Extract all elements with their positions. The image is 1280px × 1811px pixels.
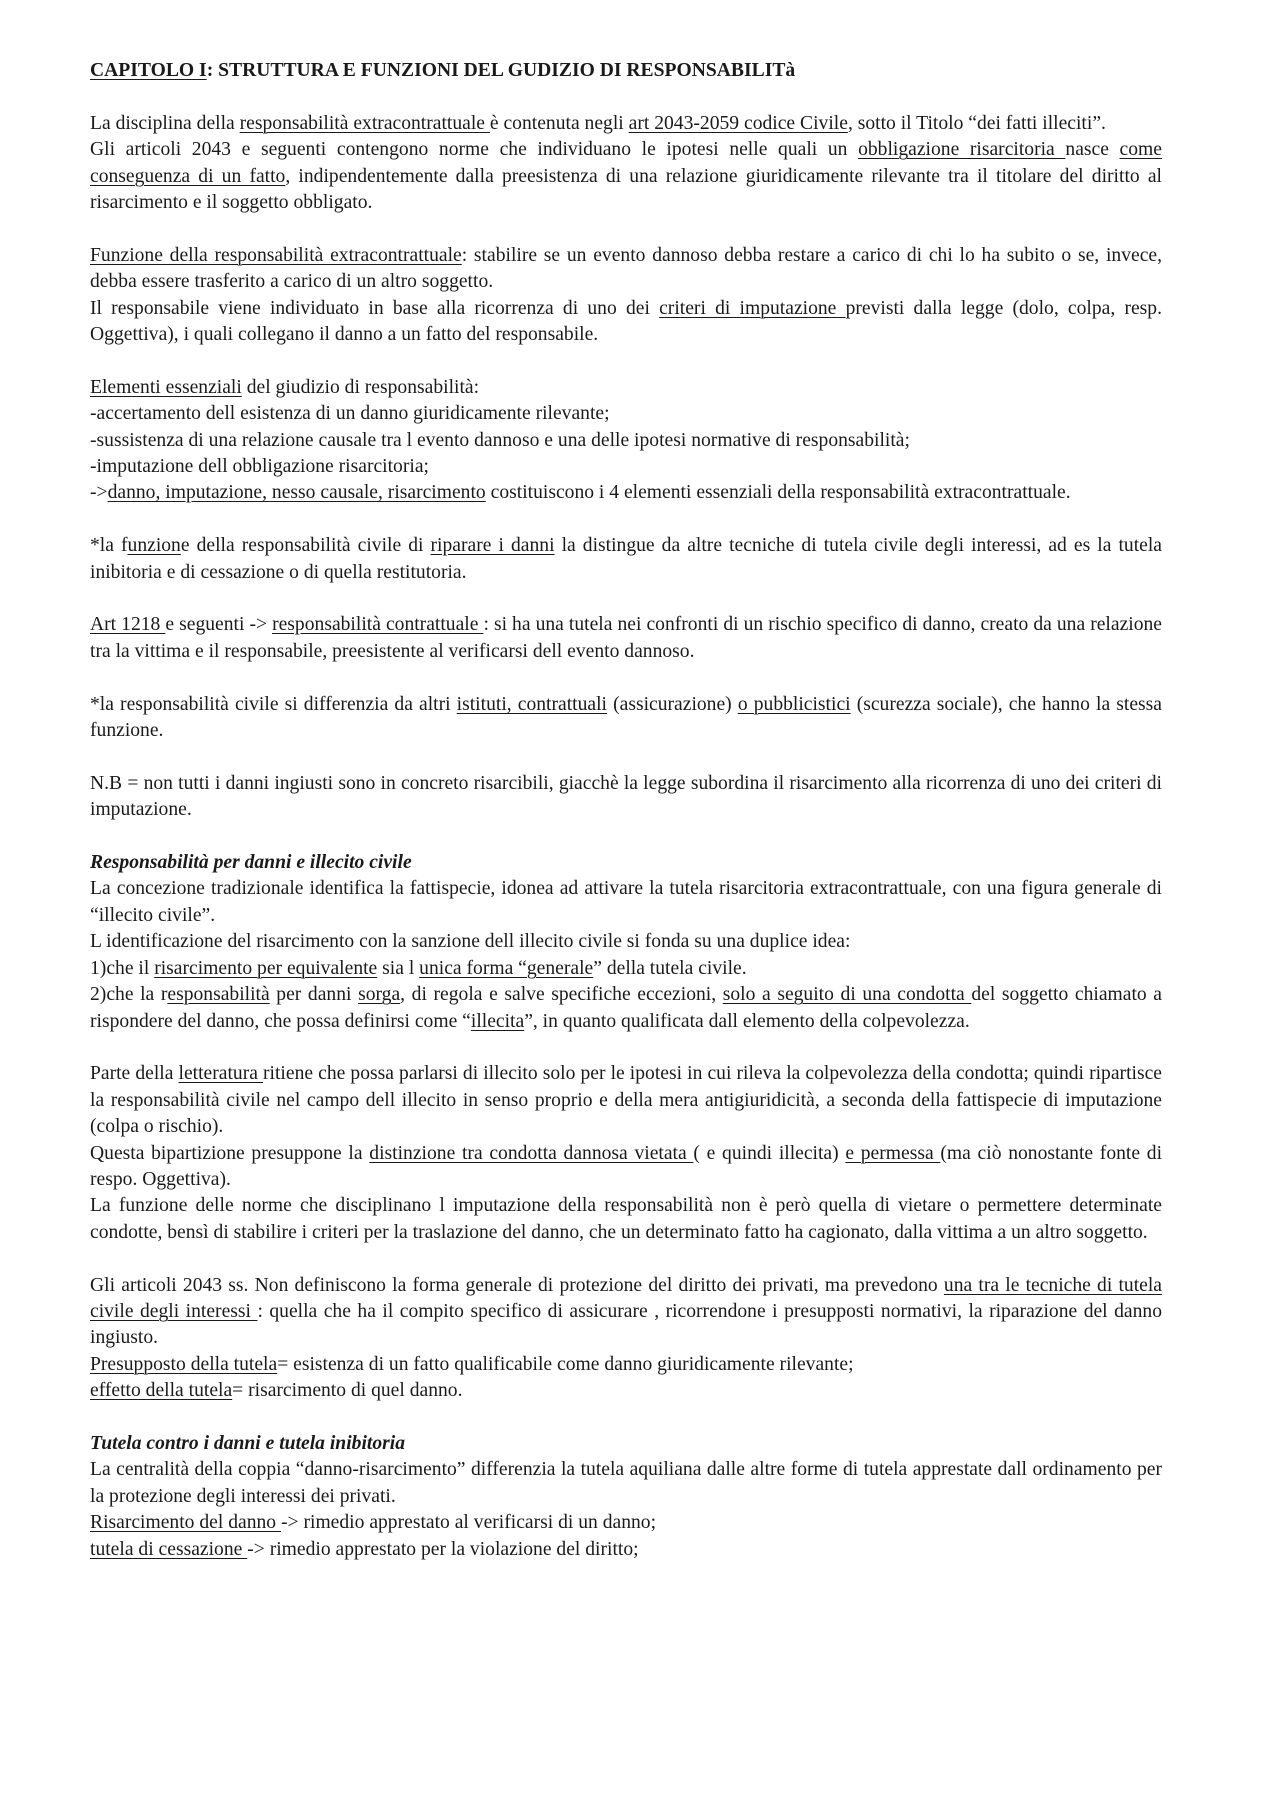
paragraph: *la funzione della responsabilità civile di riparare i danni la distingue da altre tecniche di tutela civile degli interessi, ad es la tutela inibitoria e di cessazione o di quella restitutoria. [90, 535, 1162, 583]
paragraph: Presupposto della tutela= esistenza di un fatto qualificabile come danno giuridicamente rilevante; [90, 1353, 854, 1375]
list-item: -accertamento dell esistenza di un danno giuridicamente rilevante; [90, 403, 610, 425]
paragraph: Parte della letteratura ritiene che possa parlarsi di illecito solo per le ipotesi in cui rileva la colpevolezza della condotta; quindi ripartisce la responsabilità civile nel campo dell illecito in senso proprio e della mera antigiuridicità, a seconda della fattispecie di imputazione (colpa o rischio). [90, 1063, 1162, 1138]
paragraph: Il responsabile viene individuato in base alla ricorrenza di uno dei criteri di imputazione previsti dalla legge (dolo, colpa, resp. Oggettiva), i quali collegano il danno a un fatto del responsabile. [90, 297, 1162, 346]
paragraph: ->danno, imputazione, nesso causale, risarcimento costituiscono i 4 elementi essenziali della responsabilità extracontrattuale. [90, 482, 1071, 504]
paragraph: La centralità della coppia “danno-risarcimento” differenzia la tutela aquiliana dalle altre forme di tutela apprestate dall ordinamento per la protezione degli interessi dei privati. [90, 1459, 1162, 1507]
paragraph: La funzione delle norme che disciplinano l imputazione della responsabilità non è però quella di vietare o permettere determinate condotte, bensì di stabilire i criteri per la traslazione del danno, che un determinato fatto ha cagionato, dalla vittima a un altro soggetto. [90, 1195, 1162, 1243]
paragraph: Risarcimento del danno -> rimedio apprestato al verificarsi di un danno; [90, 1512, 657, 1534]
section-heading: Responsabilità per danni e illecito civile [90, 852, 412, 874]
chapter-number: CAPITOLO I [90, 60, 207, 81]
paragraph: L identificazione del risarcimento con la sanzione dell illecito civile si fonda su una duplice idea: [90, 931, 851, 953]
paragraph: Funzione della responsabilità extracontrattuale: stabilire se un evento dannoso debba restare a carico di chi lo ha subito o se, invece, debba essere trasferito a carico di un altro soggetto. [90, 244, 1162, 293]
paragraph: *la responsabilità civile si differenzia da altri istituti, contrattuali (assicurazione) o pubblicistici (scurezza sociale), che hanno la stessa funzione. [90, 693, 1162, 742]
paragraph: Art 1218 e seguenti -> responsabilità contrattuale : si ha una tutela nei confronti di un rischio specifico di danno, creato da una relazione tra la vittima e il responsabile, preesistente al verificarsi dell evento dannoso. [90, 614, 1162, 662]
paragraph: Gli articoli 2043 ss. Non definiscono la forma generale di protezione del diritto dei privati, ma prevedono una tra le tecniche di tutela civile degli interessi : quella che ha il compito specifico di assicurare , ricorrendone i presupposti normativi, la riparazione del danno ingiusto. [90, 1274, 1162, 1349]
paragraph: Questa bipartizione presuppone la distinzione tra condotta dannosa vietata ( e quindi illecita) e permessa (ma ciò nonostante fonte di respo. Oggettiva). [90, 1142, 1163, 1190]
section-heading: Tutela contro i danni e tutela inibitoria [90, 1432, 405, 1454]
paragraph: 2)che la responsabilità per danni sorga, di regola e salve specifiche eccezioni, solo a seguito di una condotta del soggetto chiamato a rispondere del danno, che possa definirsi come “illecita”, in quanto qualificata dall elemento della colpevolezza. [90, 984, 1162, 1032]
list-item: -imputazione dell obbligazione risarcitoria; [90, 456, 429, 478]
list-item: -sussistenza di una relazione causale tra l evento dannoso e una delle ipotesi normative di responsabilità; [90, 429, 910, 451]
paragraph: Gli articoli 2043 e seguenti contengono norme che individuano le ipotesi nelle quali un obbligazione risarcitoria nasce come conseguenza di un fatto, indipendentemente dalla preesistenza di una relazione giuridicamente rilevante tra il titolare del diritto al risarcimento e il soggetto obbligato. [90, 139, 1162, 214]
paragraph: N.B = non tutti i danni ingiusti sono in concreto risarcibili, giacchè la legge subordina il risarcimento alla ricorrenza di uno dei criteri di imputazione. [90, 772, 1162, 821]
paragraph: Elementi essenziali del giudizio di responsabilità: [90, 376, 480, 398]
paragraph: effetto della tutela= risarcimento di quel danno. [90, 1380, 463, 1402]
paragraph: La concezione tradizionale identifica la fattispecie, idonea ad attivare la tutela risarcitoria extracontrattuale, con una figura generale di “illecito civile”. [90, 878, 1162, 926]
paragraph: La disciplina della responsabilità extracontrattuale è contenuta negli art 2043-2059 codice Civile, sotto il Titolo “dei fatti illeciti”. [90, 112, 1106, 134]
paragraph: tutela di cessazione -> rimedio apprestato per la violazione del diritto; [90, 1538, 639, 1560]
paragraph: 1)che il risarcimento per equivalente sia l unica forma “generale” della tutela civile. [90, 957, 747, 979]
chapter-title: CAPITOLO I: STRUTTURA E FUNZIONI DEL GUDIZIO DI RESPONSABILITà [90, 60, 796, 81]
document-page [90, 58, 1162, 1563]
